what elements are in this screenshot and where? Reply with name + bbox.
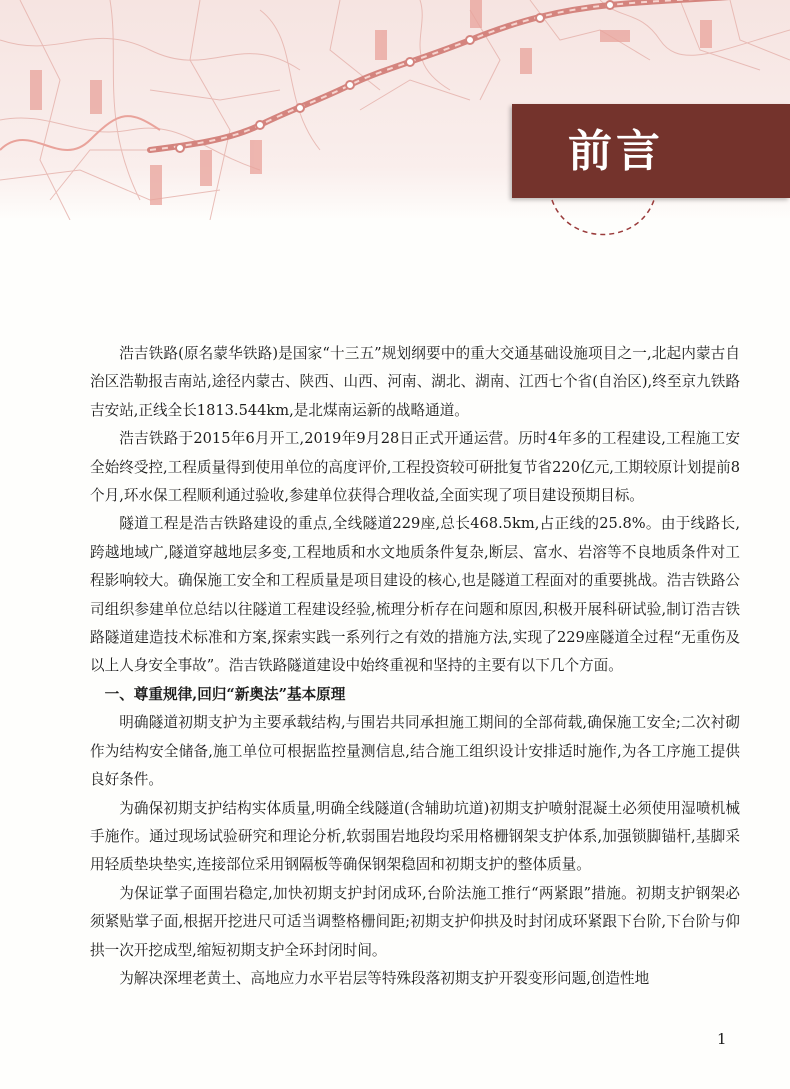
section-heading: 一、尊重规律,回归“新奥法”基本原理 — [104, 685, 346, 703]
dashed-arc-ornament — [548, 198, 658, 248]
paragraph: 隧道工程是浩吉铁路建设的重点,全线隧道229座,总长468.5km,占正线的25.8%。由于线路长,跨越地域广,隧道穿越地层多变,工程地质和水文地质条件复杂,断层、富水、岩溶等不良地质条件对工程影响较大。确保施工安全和工程质量是项目建设的核心,也是隧道工程面对的重要挑战。浩吉铁路公司组织参建单位总结以往隧道工程建设经验,梳理分析存在问题和原因,积极开展科研试验,制订浩吉铁路隧道建造技术标准和方案,探索实践一系列行之有效的措施方法,实现了229座隧道全过程“无重伤及以上人身安全事故”。浩吉铁路隧道建设中始终重视和坚持的主要有以下几个方面。 — [90, 515, 740, 675]
paragraph: 为保证掌子面围岩稳定,加快初期支护封闭成环,台阶法施工推行“两紧跟”措施。初期支护钢架必须紧贴掌子面,根据开挖进尺可适当调整格栅间距;初期支护仰拱及时封闭成环紧跟下台阶,下台阶与仰拱一次开挖成型,缩短初期支护全环封闭时间。 — [90, 884, 740, 959]
page-title: 前言 — [568, 126, 664, 177]
paragraph: 为解决深埋老黄土、高地应力水平岩层等特殊段落初期支护开裂变形问题,创造性地 — [119, 969, 650, 987]
paragraph: 浩吉铁路于2015年6月开工,2019年9月28日正式开通运营。历时4年多的工程建设,工程施工安全始终受控,工程质量得到使用单位的高度评价,工程投资较可研批复节省220亿元,工期较原计划提前8个月,环水保工程顺利通过验收,参建单位获得合理收益,全面实现了项目建设预期目标。 — [90, 430, 740, 505]
paragraph: 为确保初期支护结构实体质量,明确全线隧道(含辅助坑道)初期支护喷射混凝土必须使用湿喷机械手施作。通过现场试验研究和理论分析,软弱围岩地段均采用格栅钢架支护体系,加强锁脚锚杆,基脚采用轻质垫块垫实,连接部位采用钢隔板等确保钢架稳固和初期支护的整体质量。 — [90, 799, 740, 874]
paragraph: 浩吉铁路(原名蒙华铁路)是国家“十三五”规划纲要中的重大交通基础设施项目之一,北起内蒙古自治区浩勒报吉南站,途径内蒙古、陕西、山西、河南、湖北、湖南、江西七个省(自治区),终至京九铁路吉安站,正线全长1813.544km,是北煤南运新的战略通道。 — [90, 345, 740, 419]
body-text — [90, 340, 740, 993]
paragraph: 明确隧道初期支护为主要承载结构,与围岩共同承担施工期间的全部荷载,确保施工安全;二次衬砌作为结构安全储备,施工单位可根据监控量测信息,结合施工组织设计安排适时施作,为各工序施工提供良好条件。 — [90, 714, 740, 789]
page-number: 1 — [717, 1030, 727, 1048]
